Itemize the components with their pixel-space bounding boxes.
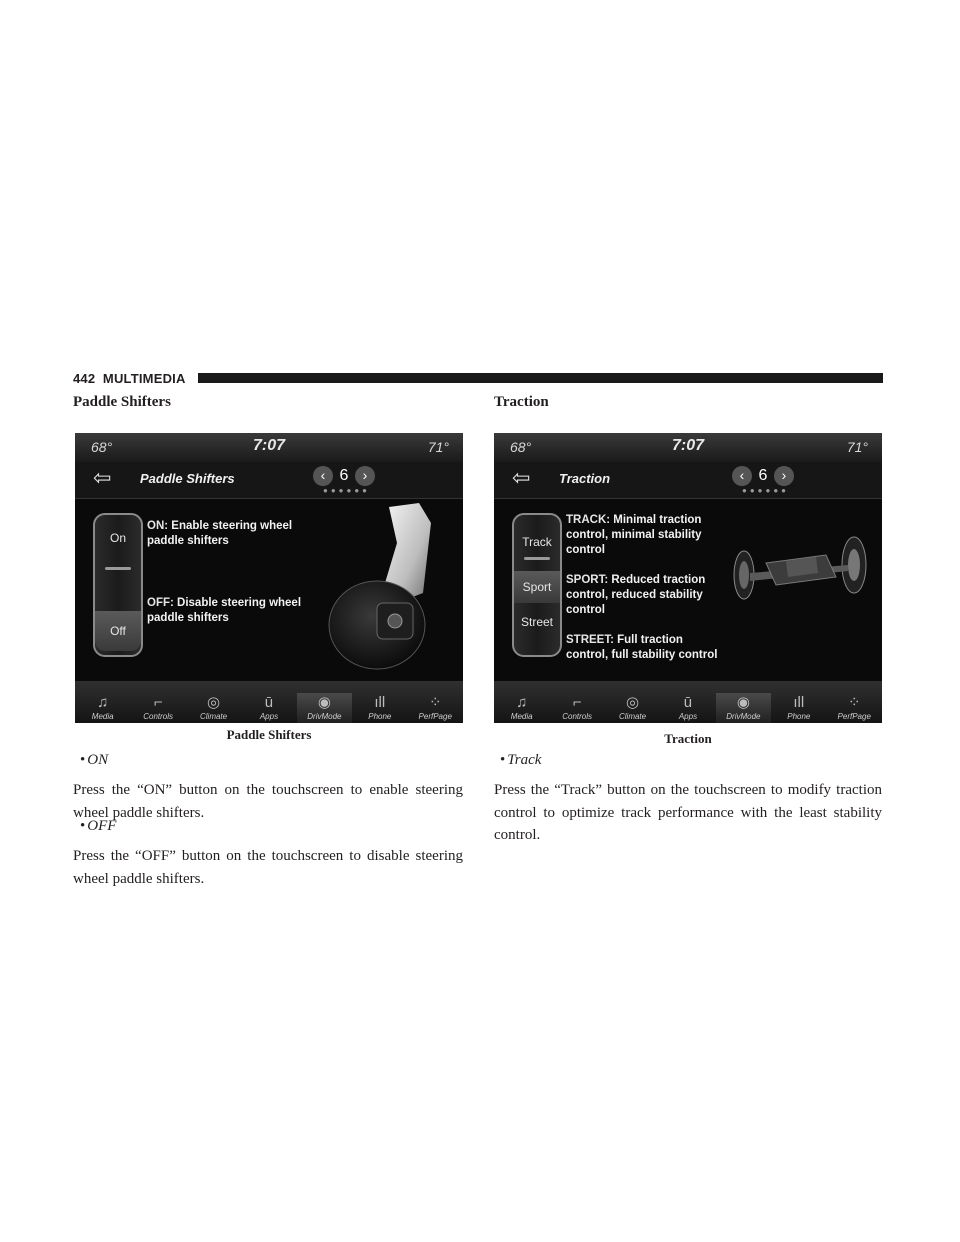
nav-media[interactable] — [495, 694, 549, 723]
screen-title: Paddle Shifters — [140, 471, 235, 486]
bullet-off-label: OFF — [87, 818, 117, 834]
paragraph-on: Press the “ON” button on the touchscreen to enable steering wheel paddle shifters. — [73, 782, 463, 821]
page-num: 6 — [758, 467, 768, 484]
nav-phone[interactable] — [772, 694, 826, 723]
bullet-off: • OFF — [80, 818, 117, 834]
music-icon: ♫ — [97, 694, 109, 711]
page-dots: ●●●●●● — [742, 486, 789, 495]
nav-media[interactable] — [76, 694, 130, 723]
nav-perfpage-label: PerfPage — [418, 712, 452, 721]
section-name: MULTIMEDIA — [102, 371, 186, 386]
nav-apps[interactable] — [661, 694, 715, 723]
nav-phone-label: Phone — [368, 712, 392, 721]
nav-controls-label: Controls — [562, 712, 593, 721]
bullet-track: • Track — [500, 752, 542, 768]
nav-phone[interactable] — [353, 694, 407, 723]
paddle-shifters-screen — [75, 433, 463, 723]
bottom-nav — [494, 681, 882, 723]
track-text: Minimal traction control, minimal stability control — [566, 514, 702, 556]
section-heading-paddle-shifters: Paddle Shifters — [73, 394, 171, 410]
phone-signal-icon: ıll — [374, 694, 386, 711]
on-off-capsule — [93, 513, 143, 657]
bottom-nav — [75, 681, 463, 723]
chevron-left-icon[interactable]: ‹ — [732, 466, 752, 486]
page-selector — [732, 466, 794, 486]
off-text: Disable steering wheel paddle shifters — [147, 597, 302, 624]
back-arrow-icon[interactable]: ⇦ — [93, 465, 112, 490]
nav-media-label: Media — [91, 712, 114, 721]
figure-caption-traction: Traction — [664, 731, 712, 746]
steering-wheel-icon: ◉ — [317, 694, 331, 711]
screen-title: Traction — [559, 471, 611, 486]
figure-caption-paddle-shifters: Paddle Shifters — [226, 727, 312, 742]
nav-apps-label: Apps — [678, 712, 698, 721]
nav-climate-label: Climate — [199, 712, 228, 721]
off-button[interactable]: Off — [95, 611, 141, 651]
steering-wheel-icon: ◉ — [736, 694, 750, 711]
nav-controls[interactable] — [550, 694, 604, 723]
section-heading-traction: Traction — [494, 394, 549, 410]
nav-apps[interactable] — [242, 694, 296, 723]
temp-right: 71° — [427, 439, 449, 455]
paragraph-track: Press the “Track” button on the touchscreen to modify traction control to optimize track performance with the least stability control. — [494, 782, 882, 843]
nav-drivmode[interactable] — [716, 693, 770, 723]
street-description — [566, 633, 726, 663]
bullet-track-label: Track — [507, 752, 542, 768]
nav-climate[interactable] — [186, 693, 240, 723]
seat-icon: ⌐ — [153, 694, 163, 711]
gauge-icon: ⁘ — [428, 694, 442, 711]
temp-right: 71° — [846, 439, 868, 455]
traction-capsule — [512, 513, 562, 657]
track-button[interactable]: Track — [522, 535, 552, 549]
on-button[interactable]: On — [109, 531, 126, 545]
header-rule — [198, 373, 883, 383]
apps-icon: ū — [264, 694, 274, 711]
sport-description — [566, 573, 726, 618]
street-key: STREET: — [566, 634, 614, 646]
sport-key: SPORT: — [566, 574, 609, 586]
clock: 7:07 — [252, 437, 286, 454]
temp-left: 68° — [510, 439, 532, 455]
page-number: 442 — [73, 371, 96, 386]
bullet-on: • ON — [80, 752, 109, 768]
nav-drivmode[interactable] — [297, 693, 351, 723]
page-num: 6 — [339, 467, 349, 484]
chassis-illustration — [726, 525, 876, 605]
status-bar — [75, 433, 463, 462]
chevron-right-icon[interactable]: › — [355, 466, 375, 486]
nav-climate-label: Climate — [618, 712, 647, 721]
sport-text: Reduced traction control, reduced stability control — [566, 574, 706, 616]
nav-climate[interactable] — [605, 693, 659, 723]
on-indicator — [105, 567, 131, 570]
sport-button[interactable]: Sport — [514, 571, 560, 603]
nav-controls[interactable] — [131, 694, 185, 723]
phone-signal-icon: ıll — [793, 694, 805, 711]
title-bar — [494, 462, 882, 499]
page-dots: ●●●●●● — [323, 486, 370, 495]
paragraph-off: Press the “OFF” button on the touchscreen to disable steering wheel paddle shifters. — [73, 848, 463, 887]
traction-screen — [494, 433, 882, 723]
nav-drivmode-label: DrivMode — [726, 712, 761, 721]
on-key: ON: — [147, 520, 169, 532]
apps-icon: ū — [683, 694, 693, 711]
on-description — [147, 519, 307, 549]
nav-perfpage[interactable] — [408, 693, 462, 723]
nav-media-label: Media — [510, 712, 533, 721]
clock: 7:07 — [671, 437, 705, 454]
nav-perfpage[interactable] — [827, 693, 881, 723]
track-description — [566, 513, 726, 558]
climate-icon: ◎ — [626, 694, 640, 711]
track-key: TRACK: — [566, 514, 611, 526]
title-bar — [75, 462, 463, 499]
off-description — [147, 596, 307, 626]
temp-left: 68° — [91, 439, 113, 455]
page-header — [73, 371, 186, 386]
back-arrow-icon[interactable]: ⇦ — [512, 465, 531, 490]
street-button[interactable]: Street — [520, 615, 553, 629]
music-icon: ♫ — [516, 694, 528, 711]
nav-drivmode-label: DrivMode — [307, 712, 342, 721]
off-key: OFF: — [147, 597, 174, 609]
paddle-shifter-illustration — [327, 503, 445, 673]
chevron-left-icon[interactable]: ‹ — [313, 466, 333, 486]
status-bar — [494, 433, 882, 462]
nav-apps-label: Apps — [259, 712, 279, 721]
nav-phone-label: Phone — [787, 712, 811, 721]
nav-perfpage-label: PerfPage — [837, 712, 871, 721]
bullet-on-label: ON — [87, 752, 109, 768]
track-indicator — [524, 557, 550, 560]
street-text: Full traction control, full stability control — [566, 634, 718, 661]
page-selector — [313, 466, 375, 486]
nav-controls-label: Controls — [143, 712, 174, 721]
seat-icon: ⌐ — [572, 694, 582, 711]
gauge-icon: ⁘ — [847, 694, 861, 711]
climate-icon: ◎ — [207, 694, 221, 711]
chevron-right-icon[interactable]: › — [774, 466, 794, 486]
on-text: Enable steering wheel paddle shifters — [147, 520, 293, 547]
